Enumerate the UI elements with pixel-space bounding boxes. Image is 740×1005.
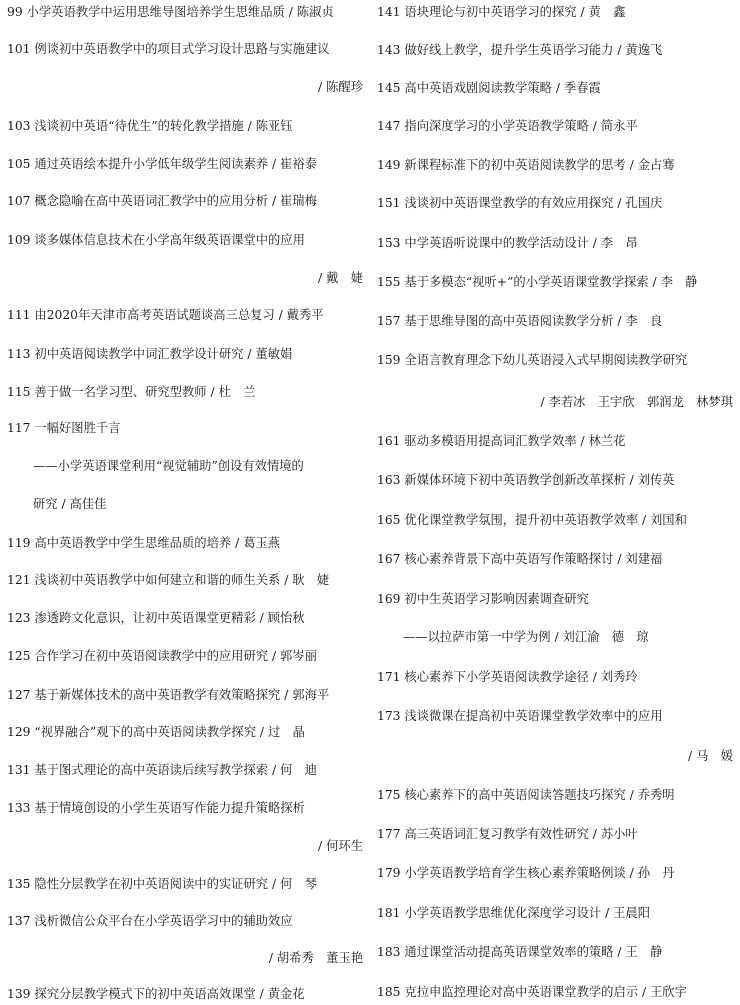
toc-entry-continuation — [7, 458, 389, 474]
entry-text: 语块理论与初中英语学习的探究 / 黄 鑫 — [404, 5, 626, 19]
toc-entry — [377, 42, 733, 58]
entry-text: / 马 媛 — [688, 749, 733, 763]
entry-text: 概念隐喻在高中英语词汇教学中的应用分析 / 崔瑞梅 — [34, 194, 317, 208]
entry-text: / 陈醒珍 — [318, 80, 363, 94]
entry-text: 高中英语戏剧阅读教学策略 / 季春霞 — [404, 81, 601, 95]
toc-entry — [7, 232, 363, 248]
toc-entry — [377, 433, 733, 449]
entry-text: 由2020年天津市高考英语试题谈高三总复习 / 戴秀平 — [34, 308, 324, 322]
entry-text: 高中英语教学中学生思维品质的培养 / 葛玉燕 — [34, 536, 281, 550]
entry-text: 指向深度学习的小学英语教学策略 / 简永平 — [404, 119, 638, 133]
entry-text: 小学英语教学中运用思维导图培养学生思维品质 / 陈淑贞 — [26, 5, 334, 19]
entry-text: 例谈初中英语教学中的项目式学习设计思路与实施建议 — [34, 42, 330, 56]
entry-text: 高三英语词汇复习教学有效性研究 / 苏小叶 — [404, 827, 638, 841]
toc-entry — [7, 118, 363, 134]
toc-entry — [377, 80, 733, 96]
page-number: 143 — [377, 43, 401, 57]
toc-entry — [7, 913, 363, 929]
toc-entry — [7, 346, 363, 362]
entry-text: 探究分层教学模式下的初中英语高效课堂 / 黄金花 — [34, 987, 305, 1001]
page-number: 105 — [7, 157, 31, 171]
page-number: 123 — [7, 611, 31, 625]
entry-text: 克拉申监控理论对高中英语课堂教学的启示 / 王欣宇 — [404, 985, 687, 999]
toc-entry — [377, 157, 733, 173]
entry-text: 渗透跨文化意识，让初中英语课堂更精彩 / 顾怡秋 — [34, 611, 305, 625]
toc-entry — [7, 648, 363, 664]
entry-text: / 李若冰 王宇欣 郭润龙 林梦琪 — [540, 395, 733, 409]
page-number: 111 — [7, 308, 31, 322]
toc-entry — [377, 195, 733, 211]
entry-text: 浅谈初中英语“待优生”的转化教学措施 / 陈亚钰 — [34, 119, 293, 133]
toc-entry-continuation — [7, 950, 363, 966]
page-number: 173 — [377, 709, 401, 723]
page-number: 117 — [7, 421, 31, 435]
toc-entry — [377, 669, 733, 685]
toc-entry — [7, 986, 363, 1002]
entry-text: / 胡希秀 董玉艳 — [268, 951, 363, 965]
entry-text: 做好线上教学，提升学生英语学习能力 / 黄逸飞 — [404, 43, 663, 57]
entry-text: 中学英语听说课中的教学活动设计 / 李 昂 — [404, 236, 638, 250]
entry-text: 浅谈初中英语教学中如何建立和谐的师生关系 / 耿 婕 — [34, 573, 330, 587]
toc-entry-continuation — [377, 629, 740, 645]
entry-text: / 何环生 — [318, 839, 363, 853]
toc-entry — [7, 384, 363, 400]
entry-text: 通过英语绘本提升小学低年级学生阅读素养 / 崔裕泰 — [34, 157, 317, 171]
entry-text: / 戴 婕 — [318, 271, 363, 285]
toc-entry — [377, 4, 733, 20]
toc-entry — [377, 512, 733, 528]
entry-text: 基于图式理论的高中英语读后续写教学探索 / 何 迪 — [34, 763, 317, 777]
page-number: 159 — [377, 353, 401, 367]
toc-entry — [7, 762, 363, 778]
page-number: 135 — [7, 877, 31, 891]
toc-entry — [377, 905, 733, 921]
page-number: 175 — [377, 788, 401, 802]
entry-text: 善于做一名学习型、研究型教师 / 杜 兰 — [34, 385, 256, 399]
toc-entry — [377, 472, 733, 488]
entry-text: 研究 / 高佳佳 — [33, 497, 107, 511]
toc-entry-continuation — [7, 496, 389, 512]
page-number: 153 — [377, 236, 401, 250]
page-number: 127 — [7, 688, 31, 702]
toc-entry — [7, 420, 363, 436]
entry-text: 通过课堂活动提高英语课堂效率的策略 / 王 静 — [404, 945, 663, 959]
page-number: 131 — [7, 763, 31, 777]
toc-entry-continuation — [7, 79, 363, 95]
toc-entry — [377, 708, 733, 724]
toc-entry — [377, 865, 733, 881]
entry-text: 基于思维导图的高中英语阅读教学分析 / 李 良 — [404, 314, 663, 328]
page-number: 99 — [7, 5, 23, 19]
page-number: 155 — [377, 275, 401, 289]
entry-text: 基于多模态“视听+”的小学英语课堂教学探索 / 李 静 — [404, 275, 698, 289]
toc-entry — [377, 787, 733, 803]
page-number: 149 — [377, 158, 401, 172]
toc-entry — [7, 687, 363, 703]
entry-text: 新媒体环境下初中英语教学创新改革探析 / 刘传英 — [404, 473, 675, 487]
page-number: 165 — [377, 513, 401, 527]
toc-entry — [377, 551, 733, 567]
entry-text: 新课程标准下的初中英语阅读教学的思考 / 金占骞 — [404, 158, 675, 172]
page-number: 183 — [377, 945, 401, 959]
page-number: 109 — [7, 233, 31, 247]
page-number: 177 — [377, 827, 401, 841]
toc-entry — [7, 572, 363, 588]
entry-text: “视界融合”观下的高中英语阅读教学探究 / 过 晶 — [34, 725, 305, 739]
page-number: 115 — [7, 385, 31, 399]
page-number: 185 — [377, 985, 401, 999]
entry-text: 核心素养下小学英语阅读教学途径 / 刘秀玲 — [404, 670, 638, 684]
page-number: 157 — [377, 314, 401, 328]
entry-text: 初中生英语学习影响因素调查研究 — [404, 592, 589, 606]
toc-entry-continuation — [377, 394, 733, 410]
toc-entry — [7, 41, 363, 57]
page-number: 167 — [377, 552, 401, 566]
page-number: 133 — [7, 801, 31, 815]
entry-text: 核心素养下的高中英语阅读答题技巧探究 / 乔秀明 — [404, 788, 675, 802]
entry-text: ——小学英语课堂利用“视觉辅助”创设有效情境的 — [33, 459, 304, 473]
toc-entry — [377, 826, 733, 842]
toc-entry — [7, 193, 363, 209]
page-number: 121 — [7, 573, 31, 587]
page-number: 103 — [7, 119, 31, 133]
toc-entry — [377, 118, 733, 134]
toc-entry — [7, 156, 363, 172]
toc-entry — [377, 944, 733, 960]
toc-entry — [377, 352, 733, 368]
page-number: 139 — [7, 987, 31, 1001]
page-number: 107 — [7, 194, 31, 208]
page-number: 137 — [7, 914, 31, 928]
page-number: 145 — [377, 81, 401, 95]
entry-text: 初中英语阅读教学中词汇教学设计研究 / 董敏娟 — [34, 347, 293, 361]
toc-entry — [377, 591, 733, 607]
entry-text: 基于情境创设的小学生英语写作能力提升策略探析 — [34, 801, 305, 815]
entry-text: 浅析微信公众平台在小学英语学习中的辅助效应 — [34, 914, 293, 928]
page-number: 171 — [377, 670, 401, 684]
toc-entry-continuation — [7, 838, 363, 854]
page-number: 147 — [377, 119, 401, 133]
entry-text: 小学英语教学培育学生核心素养策略例谈 / 孙 丹 — [404, 866, 675, 880]
toc-entry — [377, 274, 733, 290]
entry-text: 全语言教育理念下幼儿英语浸入式早期阅读教学研究 — [404, 353, 688, 367]
entry-text: 优化课堂教学氛围，提升初中英语教学效率 / 刘国和 — [404, 513, 687, 527]
toc-entry — [7, 535, 363, 551]
page-number: 169 — [377, 592, 401, 606]
entry-text: 隐性分层教学在初中英语阅读中的实证研究 / 何 琴 — [34, 877, 317, 891]
toc-entry — [7, 4, 363, 20]
page-number: 161 — [377, 434, 401, 448]
page-number: 163 — [377, 473, 401, 487]
page-number: 101 — [7, 42, 31, 56]
page-number: 119 — [7, 536, 31, 550]
entry-text: 浅谈初中英语课堂教学的有效应用探究 / 孔国庆 — [404, 196, 663, 210]
page-number: 181 — [377, 906, 401, 920]
entry-text: 一幅好图胜千言 — [34, 421, 121, 435]
toc-entry — [7, 876, 363, 892]
entry-text: 合作学习在初中英语阅读教学中的应用研究 / 郭岑丽 — [34, 649, 317, 663]
toc-entry — [377, 313, 733, 329]
page-number: 113 — [7, 347, 31, 361]
toc-entry — [377, 235, 733, 251]
page-number: 125 — [7, 649, 31, 663]
toc-entry — [7, 610, 363, 626]
entry-text: 小学英语教学思维优化深度学习设计 / 王晨阳 — [404, 906, 651, 920]
page-number: 141 — [377, 5, 401, 19]
entry-text: 基于新媒体技术的高中英语教学有效策略探究 / 郭海平 — [34, 688, 330, 702]
entry-text: 核心素养背景下高中英语写作策略探讨 / 刘建福 — [404, 552, 663, 566]
entry-text: 驱动多模语用提高词汇教学效率 / 林兰花 — [404, 434, 626, 448]
toc-entry-continuation — [377, 748, 733, 764]
toc-entry — [7, 724, 363, 740]
toc-entry — [377, 984, 733, 1000]
toc-entry-continuation — [7, 270, 363, 286]
page-number: 151 — [377, 196, 401, 210]
entry-text: ——以拉萨市第一中学为例 / 刘江渝 德 琼 — [403, 630, 649, 644]
toc-entry — [7, 307, 363, 323]
entry-text: 谈多媒体信息技术在小学高年级英语课堂中的应用 — [34, 233, 305, 247]
toc-entry — [7, 800, 363, 816]
page-number: 179 — [377, 866, 401, 880]
entry-text: 浅谈微课在提高初中英语课堂教学效率中的应用 — [404, 709, 663, 723]
page-number: 129 — [7, 725, 31, 739]
